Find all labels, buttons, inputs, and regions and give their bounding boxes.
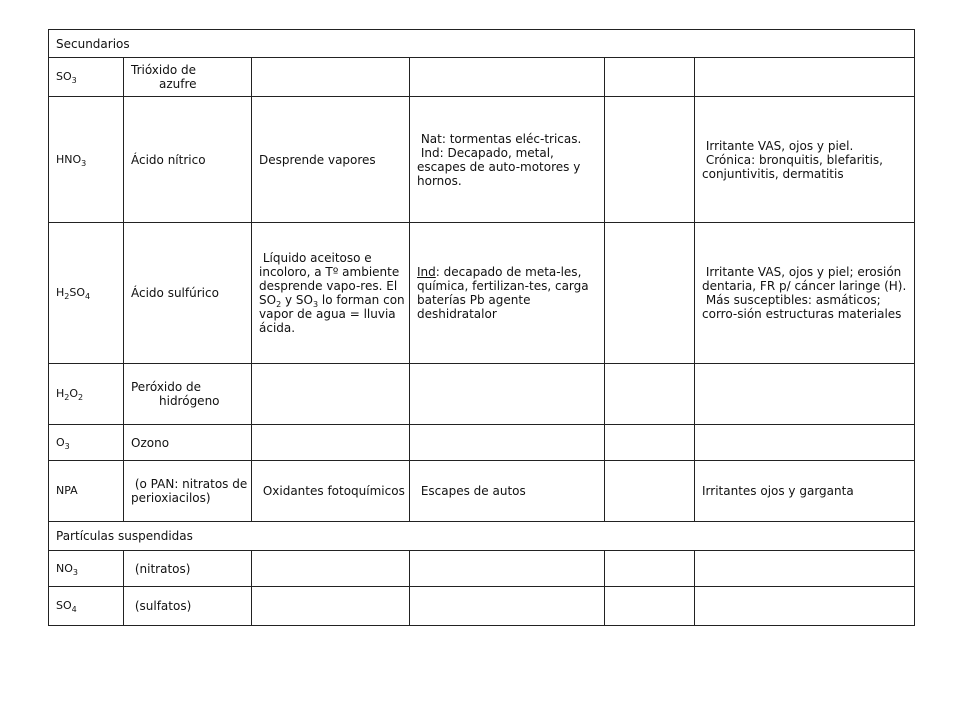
empty-cell — [605, 587, 695, 626]
name-line2: azufre — [159, 77, 197, 91]
formula-subscript-b: 2 — [78, 393, 84, 402]
effect-cell: Irritante VAS, ojos y piel. Crónica: bronquitis, blefaritis, conjuntivitis, dermatitis — [695, 97, 915, 223]
property-cell — [252, 425, 410, 461]
property-cell — [252, 364, 410, 425]
effect-cell — [695, 551, 915, 587]
name-line1: Trióxido de — [131, 63, 197, 77]
property-cell — [252, 58, 410, 97]
property-cell: Desprende vapores — [252, 97, 410, 223]
effect-cell — [695, 425, 915, 461]
empty-cell — [605, 223, 695, 364]
source-cell — [410, 364, 605, 425]
formula-part-a: H — [56, 286, 65, 299]
formula-base: O — [56, 435, 65, 449]
formula-cell — [49, 58, 124, 97]
formula-subscript-a: 2 — [64, 393, 70, 402]
property-cell — [252, 223, 410, 364]
section-row-secundarios — [49, 30, 915, 58]
empty-cell — [605, 425, 695, 461]
empty-cell — [605, 58, 695, 97]
formula-subscript: 3 — [64, 441, 70, 451]
empty-cell — [605, 551, 695, 587]
source-cell — [410, 551, 605, 587]
formula-subscript-b: 4 — [85, 292, 91, 301]
name-cell: (sulfatos) — [124, 587, 252, 626]
formula-cell — [49, 551, 124, 587]
source-cell — [410, 587, 605, 626]
section-row-particulas — [49, 522, 915, 551]
formula-subscript: 3 — [72, 567, 78, 577]
name-cell — [124, 364, 252, 425]
effect-cell: Irritante VAS, ojos y piel; erosión dentaria, FR p/ cáncer laringe (H). Más susceptibles: asmáticos; corro-sión estructuras materiales — [695, 223, 915, 364]
pollutants-table — [48, 29, 915, 626]
name-cell: Ozono — [124, 425, 252, 461]
formula-part-b: SO — [69, 286, 86, 299]
source-cell: Nat: tormentas eléc-tricas. Ind: Decapado, metal, escapes de auto-motores y hornos. — [410, 97, 605, 223]
formula-cell — [49, 97, 124, 223]
name-line1: Peróxido de — [131, 380, 202, 394]
source-cell — [410, 58, 605, 97]
formula-cell — [49, 587, 124, 626]
formula-base: HNO — [56, 152, 82, 166]
table-row-npa — [49, 461, 915, 522]
table-row-o3 — [49, 425, 915, 461]
property-text-3: lo forman con vapor de agua = lluvia ácida. — [259, 293, 409, 335]
source-text: : decapado de meta-les, química, fertilizan-tes, carga baterías Pb agente deshidratalor — [417, 265, 589, 321]
empty-cell — [605, 97, 695, 223]
effect-cell — [695, 58, 915, 97]
formula-subscript: 4 — [71, 605, 77, 614]
formula-subscript: 3 — [71, 76, 77, 85]
section-label: Secundarios — [49, 30, 915, 58]
source-cell — [410, 425, 605, 461]
section-label: Partículas suspendidas — [49, 522, 915, 551]
source-cell: Escapes de autos — [410, 461, 605, 522]
source-ind-label: Ind — [417, 265, 436, 279]
name-cell: (o PAN: nitratos de perioxiacilos) — [124, 461, 252, 522]
name-line2: hidrógeno — [159, 394, 220, 408]
effect-cell — [695, 364, 915, 425]
property-text-1: Líquido aceitoso e incoloro, a Tº ambiente desprende vapo-res. El SO — [259, 251, 404, 307]
table-row-no3 — [49, 551, 915, 587]
effect-cell — [695, 587, 915, 626]
formula-subscript-a: 2 — [64, 292, 70, 301]
property-text-2: y SO — [281, 293, 313, 307]
formula-cell — [49, 364, 124, 425]
formula-part-b: O — [69, 387, 79, 400]
table-row-h2o2 — [49, 364, 915, 425]
empty-cell — [605, 461, 695, 522]
source-cell — [410, 223, 605, 364]
formula-base: SO — [56, 70, 72, 83]
formula-base: NO — [56, 561, 73, 575]
name-cell: (nitratos) — [124, 551, 252, 587]
property-cell: Oxidantes fotoquímicos — [252, 461, 410, 522]
formula-base: SO — [56, 599, 72, 612]
property-cell — [252, 587, 410, 626]
table-row-hno3 — [49, 97, 915, 223]
effect-cell: Irritantes ojos y garganta — [695, 461, 915, 522]
property-subscript-1: 2 — [276, 300, 282, 309]
name-cell: Ácido nítrico — [124, 97, 252, 223]
table-row-so3 — [49, 58, 915, 97]
empty-cell — [605, 364, 695, 425]
name-cell — [124, 58, 252, 97]
formula-cell — [49, 425, 124, 461]
formula-subscript: 3 — [81, 158, 87, 168]
formula-part-a: H — [56, 387, 65, 400]
property-cell — [252, 551, 410, 587]
name-cell: Ácido sulfúrico — [124, 223, 252, 364]
table-row-h2so4 — [49, 223, 915, 364]
property-subscript-2: 3 — [312, 300, 319, 309]
formula-cell — [49, 223, 124, 364]
table-row-so4 — [49, 587, 915, 626]
formula-cell: NPA — [49, 461, 124, 522]
